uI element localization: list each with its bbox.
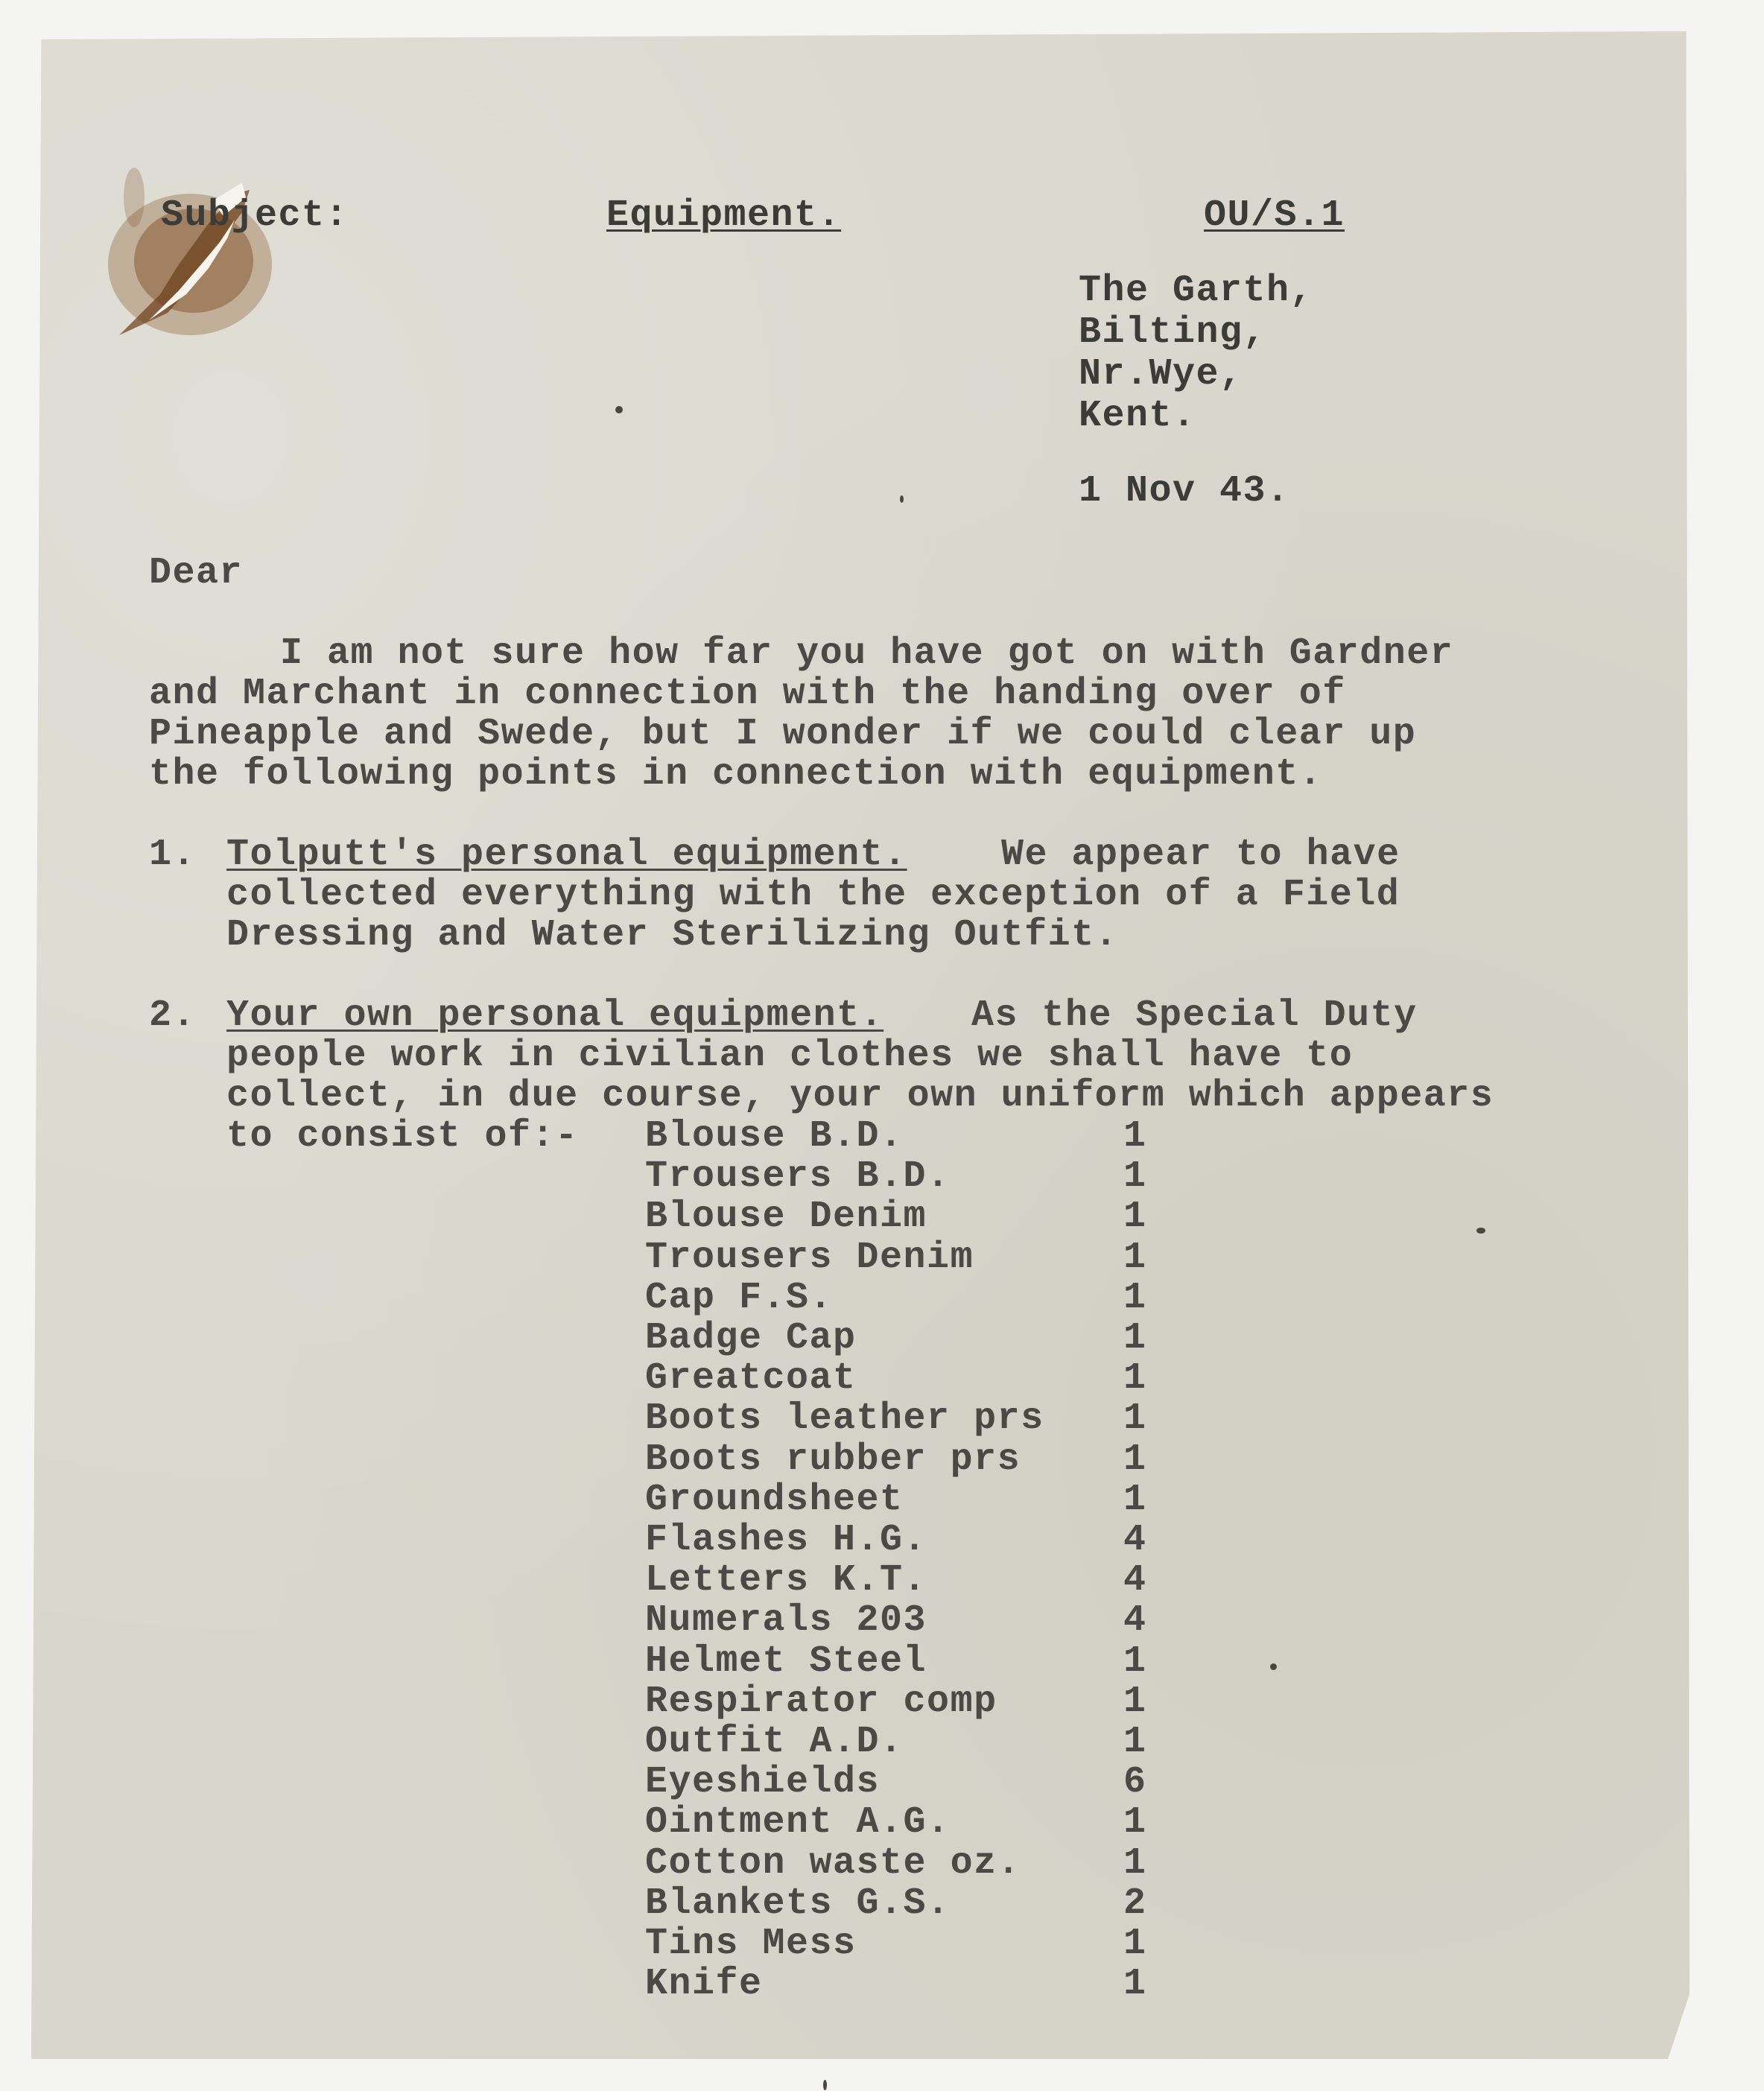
equipment-item-qty: 1 bbox=[1123, 1397, 1147, 1440]
equipment-item-qty: 1 bbox=[1123, 1357, 1147, 1400]
point-text: We appear to have bbox=[1001, 834, 1400, 876]
speck bbox=[1270, 1663, 1277, 1670]
equipment-item-name: Helmet Steel bbox=[645, 1640, 927, 1683]
point-text: Dressing and Water Sterilizing Outfit. bbox=[226, 914, 1119, 956]
point-heading: Your own personal equipment. bbox=[226, 994, 884, 1037]
salutation: Dear bbox=[149, 552, 244, 594]
equipment-item-name: Respirator comp bbox=[645, 1681, 997, 1723]
equipment-item-qty: 1 bbox=[1123, 1479, 1147, 1521]
intro-line: the following points in connection with equipment. bbox=[149, 753, 1323, 796]
equipment-item-name: Blouse B.D. bbox=[645, 1115, 904, 1158]
equipment-item-name: Trousers B.D. bbox=[645, 1155, 951, 1198]
equipment-item-name: Flashes H.G. bbox=[645, 1519, 927, 1561]
equipment-item-qty: 1 bbox=[1123, 1317, 1147, 1359]
equipment-item-qty: 1 bbox=[1123, 1237, 1147, 1279]
equipment-item-name: Ointment A.G. bbox=[645, 1801, 951, 1844]
equipment-item-qty: 1 bbox=[1123, 1721, 1147, 1763]
equipment-item-qty: 1 bbox=[1123, 1923, 1147, 1965]
equipment-item-qty: 1 bbox=[1123, 1842, 1147, 1885]
equipment-item-qty: 1 bbox=[1123, 1963, 1147, 2005]
point-number: 2. bbox=[149, 994, 197, 1037]
equipment-item-name: Badge Cap bbox=[645, 1317, 857, 1359]
equipment-item-name: Cap F.S. bbox=[645, 1277, 834, 1319]
address-line: The Garth, bbox=[1079, 270, 1314, 312]
reference-code: OU/S.1 bbox=[1204, 194, 1345, 237]
speck bbox=[615, 406, 623, 413]
equipment-item-qty: 4 bbox=[1123, 1599, 1147, 1642]
equipment-item-qty: 1 bbox=[1123, 1801, 1147, 1844]
point-text: to consist of:- bbox=[226, 1115, 579, 1158]
subject-label: Subject: bbox=[161, 194, 349, 237]
address-line: Nr.Wye, bbox=[1079, 353, 1243, 396]
address-line: Bilting, bbox=[1079, 311, 1267, 354]
equipment-item-qty: 1 bbox=[1123, 1277, 1147, 1319]
equipment-item-name: Groundsheet bbox=[645, 1479, 904, 1521]
equipment-item-qty: 1 bbox=[1123, 1438, 1147, 1481]
equipment-item-name: Eyeshields bbox=[645, 1761, 881, 1803]
equipment-item-name: Numerals 203 bbox=[645, 1599, 927, 1642]
intro-line: and Marchant in connection with the handing over of bbox=[149, 673, 1346, 715]
equipment-item-name: Knife bbox=[645, 1963, 763, 2005]
point-heading: Tolputt's personal equipment. bbox=[226, 834, 907, 876]
equipment-item-name: Trousers Denim bbox=[645, 1237, 974, 1279]
equipment-item-name: Boots leather prs bbox=[645, 1397, 1044, 1440]
equipment-item-qty: 2 bbox=[1123, 1882, 1147, 1925]
equipment-item-name: Blouse Denim bbox=[645, 1196, 927, 1238]
subject-value: Equipment. bbox=[606, 194, 842, 237]
equipment-item-name: Blankets G.S. bbox=[645, 1882, 951, 1925]
equipment-item-name: Outfit A.D. bbox=[645, 1721, 904, 1763]
equipment-item-name: Boots rubber prs bbox=[645, 1438, 1021, 1481]
equipment-item-qty: 6 bbox=[1123, 1761, 1147, 1803]
burn-stain-mark bbox=[89, 153, 283, 369]
equipment-item-name: Greatcoat bbox=[645, 1357, 857, 1400]
equipment-item-qty: 4 bbox=[1123, 1519, 1147, 1561]
equipment-item-qty: 1 bbox=[1123, 1640, 1147, 1683]
point-text: people work in civilian clothes we shall have to bbox=[226, 1035, 1354, 1077]
equipment-item-qty: 1 bbox=[1123, 1681, 1147, 1723]
equipment-item-name: Cotton waste oz. bbox=[645, 1842, 1021, 1885]
letter-date: 1 Nov 43. bbox=[1079, 470, 1290, 513]
equipment-item-qty: 1 bbox=[1123, 1115, 1147, 1158]
speck bbox=[1476, 1228, 1485, 1234]
point-text: collected everything with the exception of a Field bbox=[226, 874, 1400, 916]
equipment-item-name: Tins Mess bbox=[645, 1923, 857, 1965]
point-text: As the Special Duty bbox=[971, 994, 1418, 1037]
intro-line: Pineapple and Swede, but I wonder if we could clear up bbox=[149, 713, 1417, 755]
speck bbox=[823, 2080, 827, 2090]
address-line: Kent. bbox=[1079, 395, 1196, 437]
speck bbox=[900, 495, 904, 503]
equipment-item-qty: 1 bbox=[1123, 1155, 1147, 1198]
point-number: 1. bbox=[149, 834, 197, 876]
equipment-item-qty: 1 bbox=[1123, 1196, 1147, 1238]
equipment-item-name: Letters K.T. bbox=[645, 1559, 927, 1602]
point-text: collect, in due course, your own uniform which appears bbox=[226, 1075, 1494, 1117]
intro-line: I am not sure how far you have got on with Gardner bbox=[280, 632, 1454, 675]
equipment-item-qty: 4 bbox=[1123, 1559, 1147, 1602]
